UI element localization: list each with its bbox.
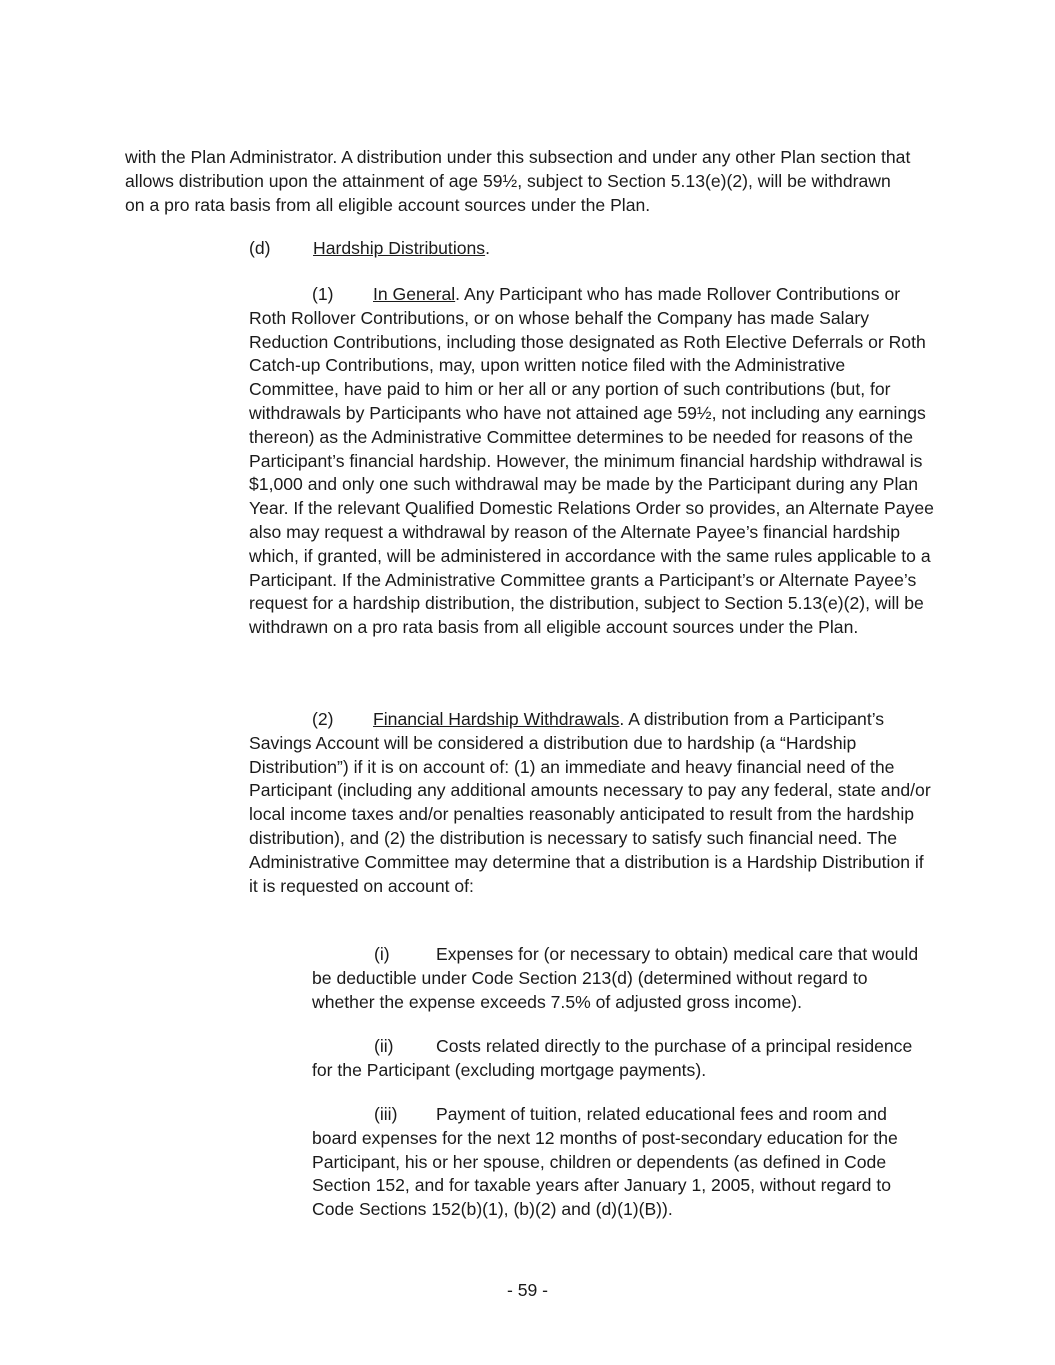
subitem-i-paragraph (312, 943, 932, 1014)
item-1-number: (1) (312, 284, 334, 304)
item-2-paragraph (249, 708, 934, 898)
page-number (0, 1279, 1055, 1303)
item-1-paragraph (249, 283, 934, 640)
subitem-iii-number: (iii) (374, 1104, 398, 1124)
section-d-title-suffix: . (485, 238, 490, 258)
subitem-i-body: Expenses for (or necessary to obtain) medical care that would be deductible under Code Section 213(d) (determined without regard to whether the expense exceeds 7.5% of adjusted gross income). (312, 944, 919, 1012)
section-d-number: (d) (249, 238, 271, 258)
section-d-heading (249, 237, 849, 261)
intro-paragraph (125, 146, 915, 217)
subitem-i-number: (i) (374, 944, 390, 964)
page-number-text: - 59 - (506, 1280, 549, 1300)
item-2-title: Financial Hardship Withdrawals (373, 709, 620, 729)
subitem-iii-paragraph (312, 1103, 932, 1222)
subitem-ii-body: Costs related directly to the purchase of a principal residence for the Participant (excluding mortgage payments). (312, 1036, 913, 1080)
item-2-number: (2) (312, 709, 334, 729)
subitem-ii-paragraph (312, 1035, 932, 1083)
item-2-body: . A distribution from a Participant’s Savings Account will be considered a distribution due to hardship (a “Hardship Distribution”) if it is on account of: (1) an immediate and heavy financial need of the Participant (including any additional amounts necessary to pay any federal, state and/or local income taxes and/or penalties reasonably anticipated to result from the hardship distribution), and (2) the distribution is necessary to satisfy such financial need. The Administrative Committee may determine that a distribution is a Hardship Distribution if it is requested on account of: (249, 709, 931, 896)
subitem-iii-body: Payment of tuition, related educational fees and room and board expenses for the next 12 months of post-secondary education for the Participant, his or her spouse, children or dependents (as defined in Code Section 152, and for taxable years after January 1, 2005, without regard to Code Sections 152(b)(1), (b)(2) and (d)(1)(B)). (312, 1104, 898, 1220)
intro-text: with the Plan Administrator. A distribution under this subsection and under any other Plan section that allows distribution upon the attainment of age 59½, subject to Section 5.13(e)(2), will be withdrawn on a pro rata basis from all eligible account sources under the Plan. (125, 147, 911, 215)
item-1-body: . Any Participant who has made Rollover Contributions or Roth Rollover Contributions, or on whose behalf the Company has made Salary Reduction Contributions, including those designated as Roth Elective Deferrals or Roth Catch-up Contributions, may, upon written notice filed with the Administrative Committee, have paid to him or her all or any portion of such contributions (but, for withdrawals by Participants who have not attained age 59½, not including any earnings thereon) as the Administrative Committee determines to be needed for reasons of the Participant’s financial hardship. However, the minimum financial hardship withdrawal is $1,000 and only one such withdrawal may be made by the Participant during any Plan Year. If the relevant Qualified Domestic Relations Order so provides, an Alternate Payee also may request a withdrawal by reason of the Alternate Payee’s financial hardship which, if granted, will be administered in accordance with the same rules applicable to a Participant. If the Administrative Committee grants a Participant’s or Alternate Payee’s request for a hardship distribution, the distribution, subject to Section 5.13(e)(2), will be withdrawn on a pro rata basis from all eligible account sources under the Plan. (249, 284, 934, 638)
section-d-title: Hardship Distributions (313, 238, 486, 258)
subitem-ii-number: (ii) (374, 1036, 394, 1056)
item-1-title: In General (373, 284, 456, 304)
